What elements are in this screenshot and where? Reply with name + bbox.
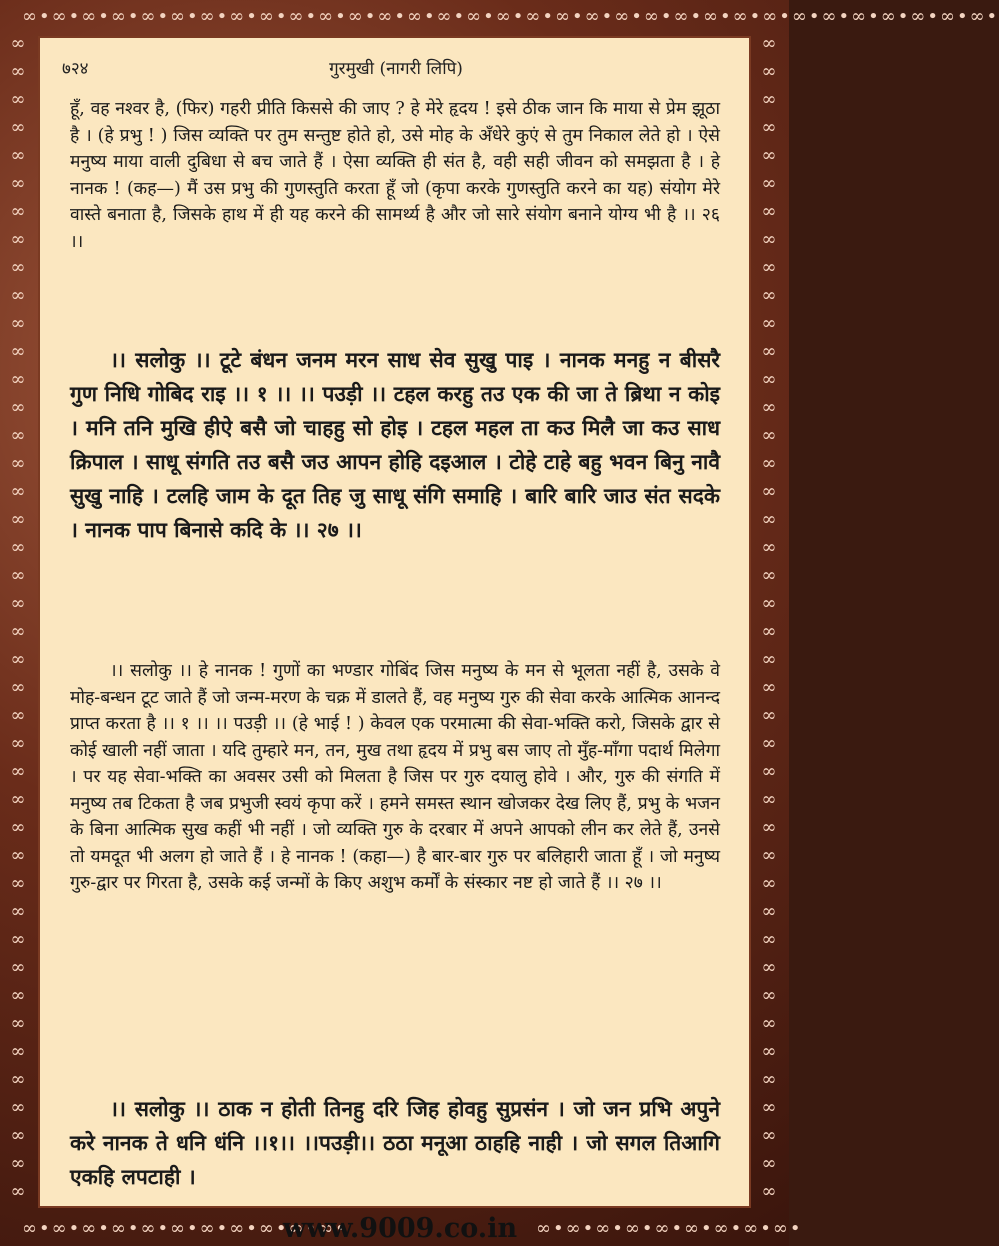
paragraph-verse-28: ।। सलोकु ।। ठाक न होती तिनहु दरि जिह होवहु सुप्रसंन । जो जन प्रभि अपुने करे नानक ते धनि धंनि ।।१।। ।।पउड़ी।। ठठा मनूआ ठाहहि नाही । जो सगल तिआगि एकहि लपटाही । — [70, 1096, 720, 1189]
page-paper — [38, 36, 751, 1208]
page-number: ७२४ — [62, 59, 89, 79]
paragraph-translation-27: ।। सलोकु ।। हे नानक ! गुणों का भण्डार गोबिंद जिस मनुष्य के मन से भूलता नहीं है, उसके वे मोह-बन्धन टूट जाते हैं जो जन्म-मरण के चक्र में डालते हैं, वह मनुष्य गुरु की सेवा करके आत्मिक आनन्द प्राप्त करता है ।। १ ।। ।। पउड़ी ।। (हे भाई ! ) केवल एक परमात्मा की सेवा-भक्ति करो, जिसके द्वार से कोई खाली नहीं जाता । यदि तुम्हारे मन, तन, मुख तथा हृदय में प्रभु बस जाए तो मुँह-माँगा पदार्थ मिलेगा । पर यह सेवा-भक्ति का अवसर उसी को मिलता है जिस पर गुरु दयालु होवे । और, गुरु की संगति में मनुष्य तब टिकता है जब प्रभुजी स्वयं कृपा करें । हमने समस्त स्थान खोजकर देख लिए हैं, प्रभु के भजन के बिना आत्मिक सुख कहीं भी नहीं । जो व्यक्ति गुरु के दरबार में अपने आपको लीन कर लेते हैं, उनसे तो यमदूत भी अलग हो जाते हैं । हे नानक ! (कहा—) है बार-बार गुरु पर बलिहारी जाता हूँ । जो मनुष्य गुरु-द्वार पर गिरता है, उसके कई जन्मों के किए अशुभ कर्मों के संस्कार नष्ट हो जाते हैं ।। २७ ।। — [70, 661, 720, 893]
ornament-border-left: ∞∞∞∞∞∞∞∞∞∞∞∞∞∞∞∞∞∞∞∞∞∞∞∞∞∞∞∞∞∞∞∞∞∞∞∞∞∞∞∞∞∞ — [10, 33, 28, 1202]
website-url[interactable]: www.9009.co.in — [282, 1213, 518, 1244]
ornament-border-right: ∞∞∞∞∞∞∞∞∞∞∞∞∞∞∞∞∞∞∞∞∞∞∞∞∞∞∞∞∞∞∞∞∞∞∞∞∞∞∞∞∞∞ — [761, 33, 779, 1202]
ornament-border-top: ∞•∞•∞•∞•∞•∞•∞•∞•∞•∞•∞•∞•∞•∞•∞•∞•∞•∞•∞•∞•∞•∞•∞•∞•∞•∞•∞•∞•∞•∞•∞•∞•∞• — [22, 6, 999, 27]
ornament-border-bottom-left: ∞•∞•∞•∞•∞•∞•∞•∞•∞•∞•∞• — [22, 1218, 348, 1239]
paragraph-translation-26: हूँ, वह नश्वर है, (फिर) गहरी प्रीति किससे की जाए ? हे मेरे हृदय ! इसे ठीक जान कि माया से प्रेम झूठा है । (हे प्रभु ! ) जिस व्यक्ति पर तुम सन्तुष्ट होते हो, उसे मोह के अँधेरे कुएं से तुम निकाल लेते हो । ऐसे मनुष्य माया वाली दुबिधा से बच जाते हैं । ऐसा व्यक्ति ही संत है, वही सही जीवन को समझता है । हे नानक ! (कह—) मैं उस प्रभु की गुणस्तुति करता हूँ जो (कृपा करके गुणस्तुति करने का यह) संयोग मेरे वास्ते बनाता है, जिसके हाथ में ही यह करने की सामर्थ्य है और जो सारे संयोग बनाने योग्य भी है ।। २६ ।। — [70, 99, 720, 252]
paragraph-verse-27: ।। सलोकु ।। टूटे बंधन जनम मरन साध सेव सुखु पाइ । नानक मनहु न बीसरै गुण निधि गोबिद राइ ।। १ ।। ।। पउड़ी ।। टहल करहु तउ एक की जा ते ब्रिथा न कोइ । मनि तनि मुखि हीऐ बसै जो चाहहु सो होइ । टहल महल ता कउ मिलै जा कउ साध क्रिपाल । साधू संगति तउ बसै जउ आपन होहि दइआल । टोहे टाहे बहु भवन बिनु नावै सुखु नाहि । टलहि जाम के दूत तिह जु साधू संगि समाहि । बारि बारि जाउ संत सदके । नानक पाप बिनासे कदि के ।। २७ ।। — [70, 347, 720, 542]
page-header — [62, 56, 730, 86]
page-title: गुरमुखी (नागरी लिपि) — [329, 59, 463, 79]
ornament-border-bottom-right: ∞•∞•∞•∞•∞•∞•∞•∞•∞• — [536, 1218, 803, 1239]
